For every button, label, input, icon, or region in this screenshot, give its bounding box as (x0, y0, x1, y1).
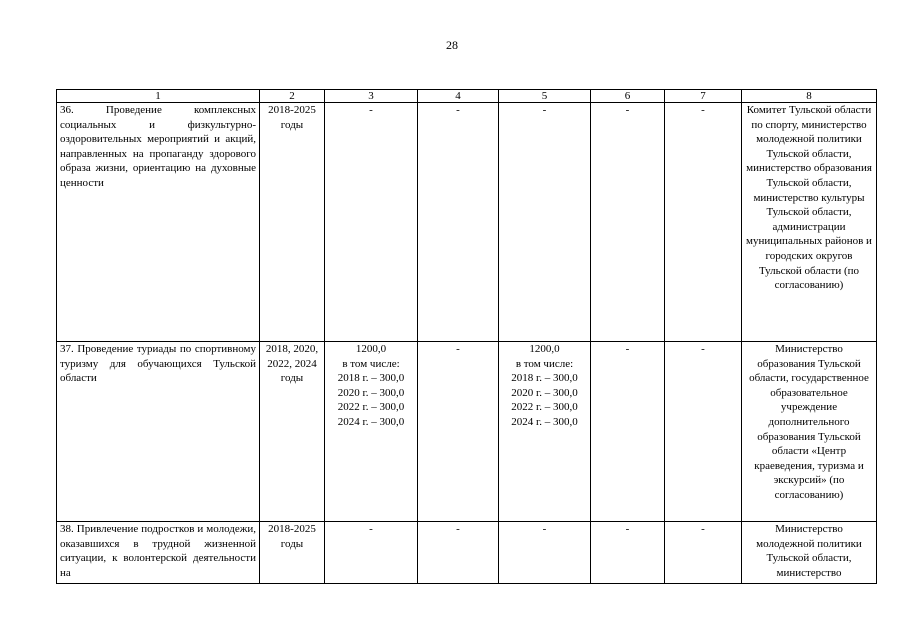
table-row (57, 103, 877, 342)
funding-col7: - (665, 522, 742, 584)
table-header-row (57, 90, 877, 103)
funding-line: в том числе: (515, 357, 574, 370)
funding-total (325, 103, 418, 342)
funding-line: - (542, 104, 547, 116)
funding-line: в том числе: (342, 357, 400, 370)
funding-col7: - (665, 342, 742, 522)
funding-line: 2024 г. – 300,0 (511, 415, 578, 428)
funding-line: 1200,0 (355, 343, 387, 355)
funding-col7: - (665, 103, 742, 342)
funding-line: 2020 г. – 300,0 (337, 386, 405, 399)
funding-col6: - (591, 522, 665, 584)
column-header: 1 (57, 90, 260, 103)
funding-total (325, 522, 418, 584)
measure-name: 37. Проведение туриады по спортивному туризму для обучающихся Тульской области (57, 342, 260, 522)
column-header: 6 (591, 90, 665, 103)
executor: Министерство образования Тульской области, государственное образовательное учреждение дополнительного образования Тульской области «Центр краеведения, туризма и экскурсий» (по согласованию) (742, 342, 877, 522)
measure-period: 2018-2025 годы (260, 522, 325, 584)
column-header: 4 (418, 90, 499, 103)
measure-name: 38. Привлечение подростков и молодежи, оказавшихся в трудной жизненной ситуации, к волонтерской деятельности на (57, 522, 260, 584)
funding-line: - (542, 523, 547, 535)
funding-col5 (499, 522, 591, 584)
funding-line: 2022 г. – 300,0 (511, 401, 578, 414)
column-header: 7 (665, 90, 742, 103)
measure-period: 2018-2025 годы (260, 103, 325, 342)
funding-line: 2024 г. – 300,0 (337, 415, 405, 428)
executor: Комитет Тульской области по спорту, министерство молодежной политики Тульской области, министерство образования Тульской области, министерство культуры Тульской области, администрации муниципальных районов и городских округов Тульской области (по согласованию) (742, 103, 877, 342)
funding-col6: - (591, 342, 665, 522)
page-number: 28 (446, 38, 458, 52)
funding-col5 (499, 103, 591, 342)
column-header: 5 (499, 90, 591, 103)
column-header: 3 (325, 90, 418, 103)
funding-line: 2018 г. – 300,0 (337, 372, 405, 385)
funding-col4: - (418, 103, 499, 342)
funding-col4: - (418, 342, 499, 522)
funding-line: 2022 г. – 300,0 (337, 401, 405, 414)
funding-col6: - (591, 103, 665, 342)
measure-period: 2018, 2020, 2022, 2024 годы (260, 342, 325, 522)
funding-line: - (369, 523, 373, 535)
funding-col4: - (418, 522, 499, 584)
column-header: 8 (742, 90, 877, 103)
measures-table (56, 89, 877, 584)
column-header: 2 (260, 90, 325, 103)
funding-col5 (499, 342, 591, 522)
table-row (57, 342, 877, 522)
measure-name: 36. Проведение комплексных социальных и физкультурно-оздоровительных мероприятий и акций, направленных на пропаганду здорового образа жизни, ориентацию на духовные ценности (57, 103, 260, 342)
funding-line: 1200,0 (529, 343, 560, 355)
funding-line: - (369, 104, 373, 116)
executor: Министерство молодежной политики Тульской области, министерство (742, 522, 877, 584)
funding-line: 2020 г. – 300,0 (511, 386, 578, 399)
funding-line: 2018 г. – 300,0 (511, 372, 578, 385)
table-row (57, 522, 877, 584)
funding-total (325, 342, 418, 522)
